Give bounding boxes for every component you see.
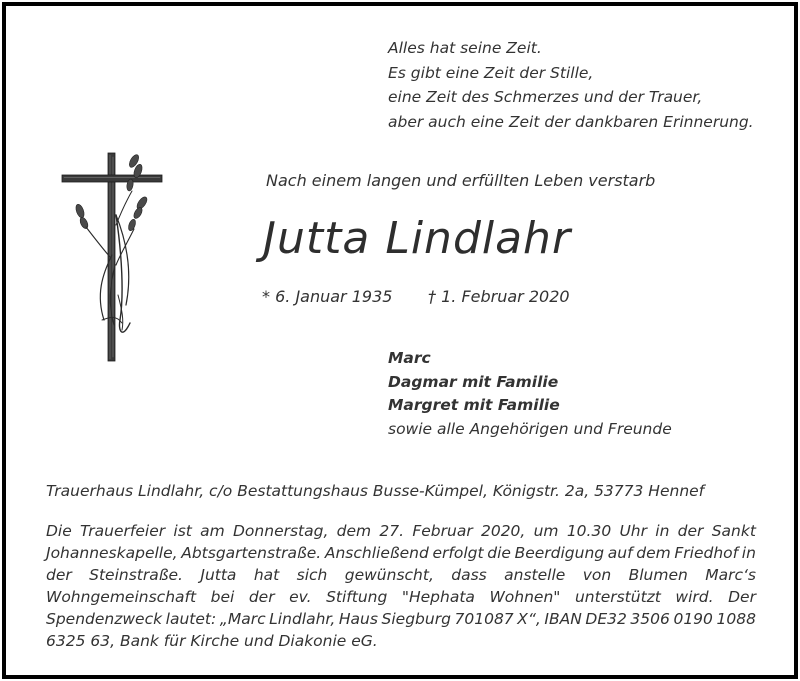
word: 10.30 [566, 522, 612, 540]
word: der [248, 588, 275, 606]
mourning-address: Trauerhaus Lindlahr, c/o Bestattungshaus Busse-Kümpel, Königstr. 2a, 53773 Hennef [46, 482, 705, 500]
deceased-name: Jutta Lindlahr [263, 213, 572, 264]
word: am [200, 522, 225, 540]
word: 3506 [630, 610, 670, 628]
word: erfolgt [432, 544, 484, 562]
word: 27. [379, 522, 405, 540]
word: Februar [412, 522, 473, 540]
word: Anschließend [324, 544, 429, 562]
word: Uhr [619, 522, 647, 540]
poem-line: Es gibt eine Zeit der Stille, [388, 63, 594, 82]
word: Steinstraße. [89, 566, 183, 584]
word: Wohnen" [489, 588, 561, 606]
word: der [46, 566, 72, 584]
birth-date: * 6. Januar 1935 [262, 287, 393, 306]
poem-line: aber auch eine Zeit der dankbaren Erinnerung. [388, 112, 754, 131]
word: dass [451, 566, 487, 584]
mourner: Margret mit Familie [388, 396, 560, 414]
word: Der [728, 588, 756, 606]
paragraph-line [46, 608, 756, 630]
word: Stiftung [326, 588, 388, 606]
word: in [741, 544, 756, 562]
word: ist [173, 522, 192, 540]
word: Marc‘s [705, 566, 756, 584]
word: 0190 [673, 610, 713, 628]
word: Blumen [628, 566, 688, 584]
mourner: Marc [388, 349, 431, 367]
word: lautet: [165, 610, 217, 628]
word: Johanneskapelle, [46, 544, 178, 562]
word: von [582, 566, 612, 584]
word: bei [210, 588, 235, 606]
word: dem [636, 544, 671, 562]
word: unterstützt [574, 588, 661, 606]
word: Siegburg [381, 610, 451, 628]
word: Trauerfeier [80, 522, 166, 540]
word: Die [46, 522, 72, 540]
funeral-details [46, 520, 756, 652]
word: Abtsgartenstraße. [181, 544, 322, 562]
mourner: Dagmar mit Familie [388, 372, 559, 391]
word: in [655, 522, 670, 540]
word: anstelle [504, 566, 566, 584]
poem [388, 36, 754, 134]
word: Jutta [200, 566, 237, 584]
word: um [533, 522, 559, 540]
poem-line: Alles hat seine Zeit. [388, 39, 542, 57]
paragraph-line [46, 542, 756, 564]
word: Beerdigung [514, 544, 605, 562]
word: der [677, 522, 704, 540]
word: Lindlahr, [269, 610, 336, 628]
poem-line: eine Zeit des Schmerzes und der Trauer, [388, 88, 703, 106]
word: Donnerstag, [233, 522, 329, 540]
word: hat [253, 566, 280, 584]
word: dem [336, 522, 372, 540]
word: wird. [675, 588, 714, 606]
word: IBAN [544, 610, 582, 628]
word: Wohngemeinschaft [46, 588, 197, 606]
paragraph-line [46, 564, 756, 586]
word: Friedhof [674, 544, 739, 562]
word: DE32 [585, 610, 627, 628]
death-date: † 1. Februar 2020 [428, 287, 570, 306]
word: gewünscht, [344, 566, 434, 584]
word: 2020, [480, 522, 526, 540]
word: "Hephata [401, 588, 475, 606]
intro-text: Nach einem langen und erfüllten Leben verstarb [266, 171, 656, 190]
mourners-list [388, 347, 672, 441]
word: „Marc [219, 610, 266, 628]
word: Haus [338, 610, 378, 628]
word: die [487, 544, 511, 562]
paragraph-line [46, 586, 756, 608]
paragraph-line: 6325 63, Bank für Kirche und Diakonie eG. [46, 632, 378, 650]
life-dates [262, 287, 570, 306]
cross-with-wheat-icon [52, 145, 172, 370]
word: 1088 [716, 610, 756, 628]
word: X“, [517, 610, 541, 628]
mourners-others: sowie alle Angehörigen und Freunde [388, 419, 672, 438]
word: ev. [289, 588, 312, 606]
word: sich [296, 566, 328, 584]
word: Sankt [711, 522, 756, 540]
word: 701087 [454, 610, 514, 628]
word: Spendenzweck [46, 610, 163, 628]
word: auf [607, 544, 633, 562]
paragraph-line [46, 520, 756, 542]
